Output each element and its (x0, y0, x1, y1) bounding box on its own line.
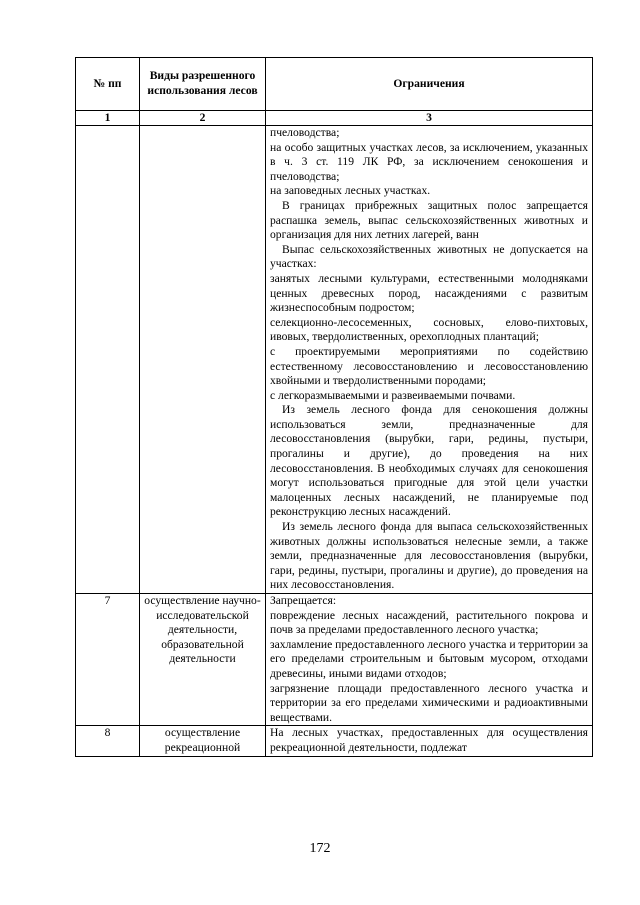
table-body (76, 126, 593, 757)
restrictions-table (75, 57, 593, 757)
restriction-paragraph: Запрещается: (270, 594, 337, 607)
restriction-paragraph: Выпас сельскохозяйственных животных не допускается на участках: (270, 242, 588, 271)
column-index-row (76, 111, 593, 126)
restriction-paragraph: Из земель лесного фонда для сенокошения должны использоваться земли, предназначенные для лесовосстановления (вырубки, гари, редины, пустыри, прогалины и другие), до проведения на них лесовосстановления. В необходимых случаях для сенокошения могут использоваться пригодные для этой цели участки малоценных лесных насаждений, не планируемые под реконструкцию лесных насаждений. (270, 403, 588, 519)
restriction-paragraph: Из земель лесного фонда для выпаса сельскохозяйственных животных должны использоваться нелесные земли, а также земли, предназначенные для лесовосстановления (вырубки, гари, редины, пустыри, прогалины и другие), до проведения на них лесовосстановления. (270, 520, 588, 592)
column-index-3: 3 (266, 111, 593, 126)
restrictions-cell (266, 126, 593, 594)
usage-type-cell (140, 126, 266, 594)
restrictions-cell (266, 726, 593, 756)
restriction-paragraph: на особо защитных участках лесов, за исключением, указанных в ч. 3 ст. 119 ЛК РФ, за исключением сенокошения и пчеловодства; (270, 140, 588, 183)
header-usage-type: Виды разрешенного использования лесов (140, 58, 266, 111)
row-number-cell (76, 126, 140, 594)
usage-type-cell: осуществление научно-исследовательской деятельности, образовательной деятельности (140, 594, 266, 726)
restriction-paragraph: занятых лесными культурами, естественными молодняками ценных древесных пород, насаждениями с развитым жизнеспособным подростом; (270, 271, 588, 315)
table-row (76, 594, 593, 726)
restriction-paragraph: загрязнение площади предоставленного лесного участка и территории за его пределами химическими и радиоактивными веществами. (270, 681, 588, 724)
restriction-paragraph: пчеловодства; (270, 126, 340, 139)
table-header-row (76, 58, 593, 111)
usage-type-cell: осуществление рекреационной (140, 726, 266, 756)
row-number-cell: 8 (76, 726, 140, 756)
restriction-paragraph: с проектируемыми мероприятиями по содействию естественному лесовосстановлению и лесовосстановлению хвойными и твердолиственными породами; (270, 344, 588, 388)
restrictions-cell (266, 594, 593, 726)
row-number-cell: 7 (76, 594, 140, 726)
restriction-paragraph: повреждение лесных насаждений, растительного покрова и почв за пределами предоставленного лесного участка; (270, 608, 588, 637)
table-row (76, 726, 593, 756)
column-index-2: 2 (140, 111, 266, 126)
restriction-paragraph: селекционно-лесосеменных, сосновых, елово-пихтовых, ивовых, твердолиственных, орехоплодных плантаций; (270, 315, 588, 344)
page-number: 172 (309, 841, 331, 856)
restriction-paragraph: На лесных участках, предоставленных для осуществления рекреационной деятельности, подлежат (270, 726, 588, 754)
restriction-paragraph: на заповедных лесных участках. (270, 184, 431, 198)
table-row (76, 126, 593, 594)
restriction-paragraph: с легкоразмываемыми и развеиваемыми почвами. (270, 388, 516, 402)
header-num: № пп (76, 58, 140, 111)
restriction-paragraph: В границах прибрежных защитных полос запрещается распашка земель, выпас сельскохозяйственных животных и организация для них летних лагерей, ванн (270, 198, 588, 242)
restriction-paragraph: захламление предоставленного лесного участка и территории за его пределами строительным и бытовым мусором, отходами древесины, иными видами отходов; (270, 637, 588, 680)
column-index-1: 1 (76, 111, 140, 126)
header-restrictions: Ограничения (266, 58, 593, 111)
